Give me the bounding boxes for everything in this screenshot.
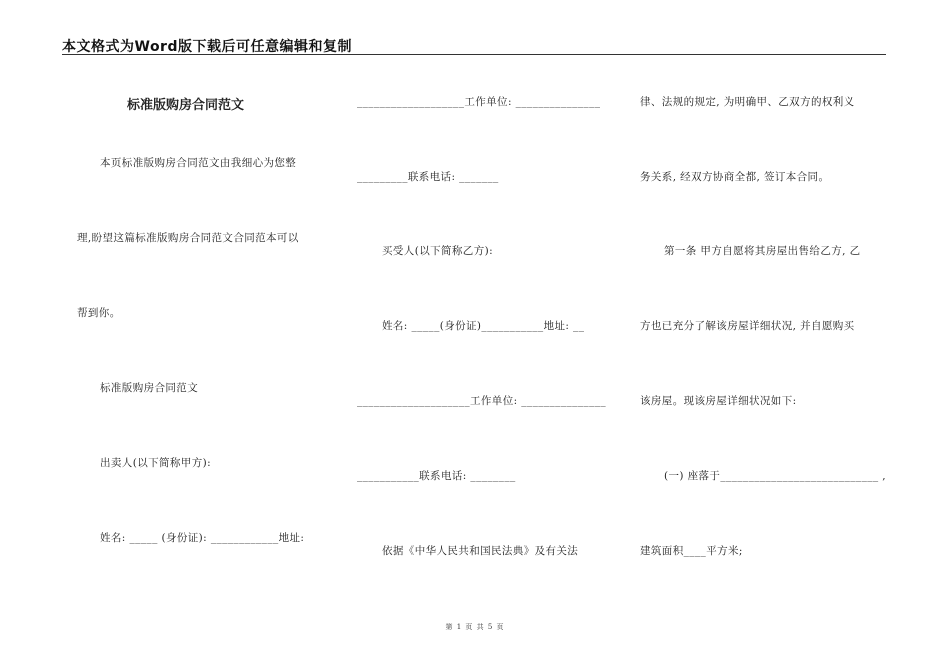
text-line: _________联系电话: _______ bbox=[357, 171, 499, 183]
text-line: (一) 座落于____________________________ , bbox=[664, 470, 887, 482]
text-line: 帮到你。 bbox=[77, 307, 121, 319]
header-rule bbox=[62, 54, 886, 55]
text-line: 标准版购房合同范文 bbox=[100, 382, 199, 394]
text-line: 理,盼望这篇标准版购房合同范文合同范本可以 bbox=[77, 232, 299, 244]
text-line: 姓名: _____ (身份证): ____________地址: bbox=[100, 532, 305, 544]
header-banner: 本文格式为Word版下载后可任意编辑和复制 bbox=[62, 39, 352, 55]
text-line: 律、法规的规定, 为明确甲、乙双方的权利义 bbox=[640, 96, 855, 108]
text-line: ___________________工作单位: _______________ bbox=[357, 96, 601, 108]
text-line: 该房屋。现该房屋详细状况如下: bbox=[640, 395, 797, 407]
text-line: 本页标准版购房合同范文由我细心为您整 bbox=[100, 157, 297, 169]
text-line: 出卖人(以下简称甲方): bbox=[100, 457, 212, 469]
text-line: 方也已充分了解该房屋详细状况, 并自愿购买 bbox=[640, 320, 855, 332]
text-line: ___________联系电话: ________ bbox=[357, 470, 516, 482]
text-line: 买受人(以下简称乙方): bbox=[382, 245, 494, 257]
text-line: 依据《中华人民共和国民法典》及有关法 bbox=[382, 545, 579, 557]
text-line: 姓名: _____(身份证)___________地址: __ bbox=[382, 320, 585, 332]
text-line: 第一条 甲方自愿将其房屋出售给乙方, 乙 bbox=[664, 245, 861, 257]
document-title: 标准版购房合同范文 bbox=[127, 98, 245, 113]
text-line: ____________________工作单位: _______________ bbox=[357, 395, 607, 407]
text-line: 建筑面积____平方米; bbox=[640, 545, 743, 557]
page-footer: 第 1 页 共 5 页 bbox=[445, 623, 505, 631]
text-line: 务关系, 经双方协商全都, 签订本合同。 bbox=[640, 171, 830, 183]
